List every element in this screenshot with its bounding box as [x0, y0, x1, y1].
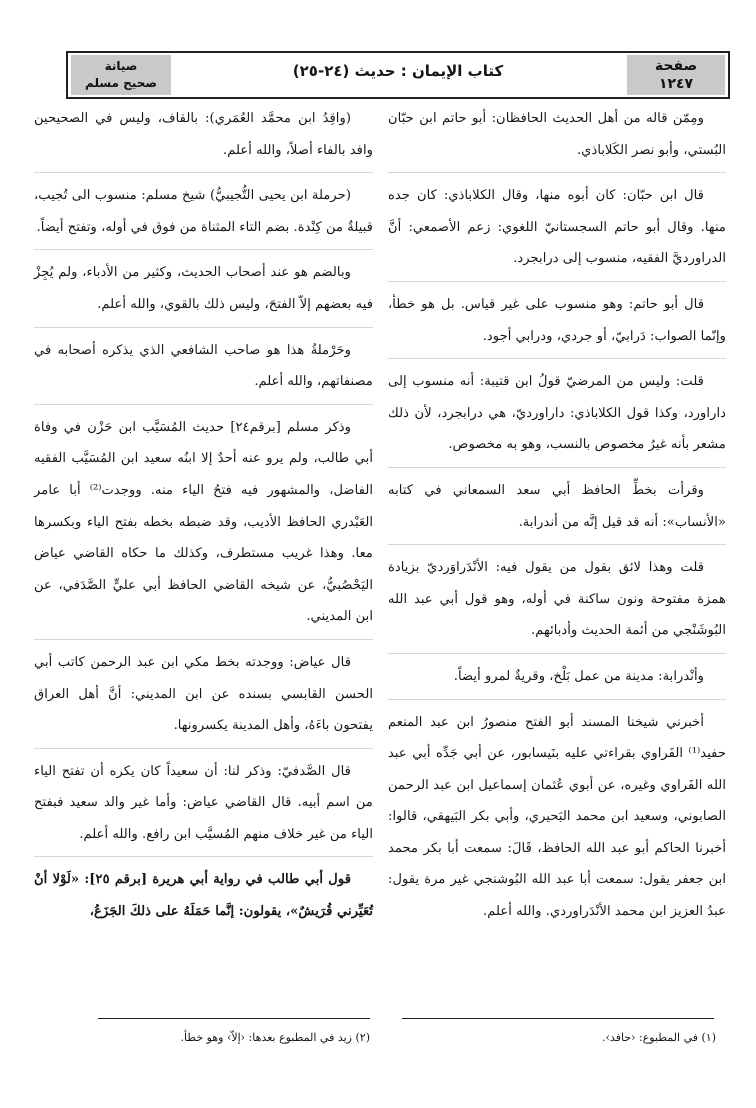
footnote-rule: [98, 1018, 370, 1019]
paragraph: وذكر مسلم [برقم٢٤] حديث المُسَيَّب ابن حَزْن في وفاة أبي طالب، ولم يرو عنه أحدٌ إلا ابنُه سعيد ابن المُسَيَّب الفقيه الفاضل، والمشهور فيه فتحُ الياء منه. ووجدت⁽²⁾ أبا عامر العَبْدري الحافظ الأديب، وقد ضبطه بخطه بفتح الياء وبكسرها معا. وهذا غريب مستطرف، وكذلك ما حكاه القاضي عياض اليَحْصُبيُّ، عن شيخه القاضي الحافظ أبي عليٍّ الصَّدَفي، عن ابن المديني.: [34, 404, 373, 633]
paragraph: وأنْدرابة: مدينة من عمل بَلْخ، وقريةٌ لمرو أيضاً.: [388, 653, 726, 693]
paragraph: وحَرْملةُ هذا هو صاحب الشافعي الذي يذكره أصحابه في مصنفاتهم، والله أعلم.: [34, 327, 373, 398]
right-column: [388, 103, 726, 931]
paragraph: قال أبو حاتم: وهو منسوب على غير قياس. بل هو خطأ، وإنّما الصواب: دَرابيّ، أو جردي، ودرابي أجود.: [388, 281, 726, 352]
page-number-box: [627, 55, 725, 95]
book-title-line1: صيانة: [104, 59, 138, 73]
paragraph: قلت: وليس من المرضيّ قولُ ابن قتيبة: أنه منسوب إلى داراورد، وكذا قول الكلاباذي: داراورديّ، هي درابجرد، لأن ذلك مشعر بأنه غيرُ مخصوص بالنسب، وهو به مخصوص.: [388, 358, 726, 461]
running-title: كتاب الإيمان : حديث (٢٤-٢٥): [292, 62, 504, 80]
book-title-line2: صحيح مسلم: [85, 76, 157, 90]
paragraph: وقرأت بخطِّ الحافظ أبي سعد السمعاني في كتابه «الأنساب»: أنه قد قيل إنَّه من أندرابة.: [388, 467, 726, 538]
left-column: [34, 103, 373, 931]
page-label: صفحة: [654, 58, 698, 74]
paragraph: أخبرني شيخنا المسند أبو الفتح منصورُ ابن عبد المنعم حفيد⁽¹⁾ الفَراوي بقراءتي عليه بنَيسابور، عن أبي جَدِّه أبي عبد الله الفَراوي وغيره، عن أبوي عُثمان إسماعيل ابن عبد الرحمن الصابوني، وسعيد ابن محمد البَحيري، وأبي بكر البَيهقي، قالوا: أخبرنا الحاكم أبو عبد الله الحافظ، قَالَ: سمعت أبا بكر محمد ابن جعفر يقول: سمعت أبا عبد الله البُوشنجي غير مرة يقول: عبدُ العزيز ابن محمد الأنْدَراوردي. والله أعلم.: [388, 699, 726, 928]
footnote-rule: [402, 1018, 714, 1019]
paragraph: قلت وهذا لائق بقول من يقول فيه: الأنْدَراوَرديّ بزيادة همزة مفتوحة ونون ساكنة في أوله، وهو قول أبي عبد الله البُوشَنْجي من أئمة الحديث وأدبائهم.: [388, 544, 726, 647]
footnote-1: (١) في المطبوع: ‹حافد›.: [602, 1031, 716, 1044]
paragraph: قول أبي طالب في رواية أبي هريرة [برقم ٢٥]: «لَوْلا أنْ تُعَيِّرني قُرَيشٌ»، يقولون: إنَّما حَمَلَهُ على ذلكَ الجَزَعُ،: [34, 856, 373, 927]
paragraph: ومِمّن قاله من أهل الحديث الحافظان: أبو حاتم ابن حبّان البُستي، وأبو نصر الكَلاباذي.: [388, 111, 726, 158]
page-number: ١٢٤٧: [658, 76, 694, 92]
page-header: [66, 51, 730, 99]
footnote-2: (٢) زيد في المطبوع بعدها: ‹إلاّ› وهو خطأ.: [180, 1031, 370, 1044]
paragraph: (حرملة ابن يحيى التُّجيبيُّ) شيخ مسلم: منسوب الى تُجيب، قبيلةٌ من كِنْدة. بضم التاء المثناة من فوق في أوله، وتفتح أيضاً.: [34, 172, 373, 243]
paragraph: (واقِدُ ابن محمَّد العُمَري): بالقاف، وليس في الصحيحين وافد بالفاء أصلاً، والله أعلم.: [34, 111, 373, 158]
paragraph: قال عياض: ووجدته بخط مكي ابن عبد الرحمن كاتب أبي الحسن القابسي بسنده عن ابن المديني: أنَّ أهل العراق يفتحون باءَهُ، وأهل المدينة يكسرونها.: [34, 639, 373, 742]
paragraph: قال الصَّدفيّ: وذكر لنا: أن سعيداً كان يكره أن تفتح الياء من اسم أبيه. قال القاضي عياض: وأما غير والد سعيد فبفتح الياء من غير خلاف منهم المُسيَّب ابن رافع. والله أعلم.: [34, 748, 373, 851]
book-title-box: [71, 55, 171, 95]
paragraph: وبالضم هو عند أصحاب الحديث، وكثير من الأدباء، ولم يُجِزْ فيه بعضهم إلاّ الفتحَ، وليس ذلك بالقوي، والله أعلم.: [34, 249, 373, 320]
paragraph: قال ابن حبّان: كان أبوه منها، وقال الكلاباذي: كان جده منها. وقال أبو حاتم السجستانيّ اللغوي: زعم الأصمعي: أنَّ الدراورديَّ الفقيه، منسوب إلى درابجرد.: [388, 172, 726, 275]
